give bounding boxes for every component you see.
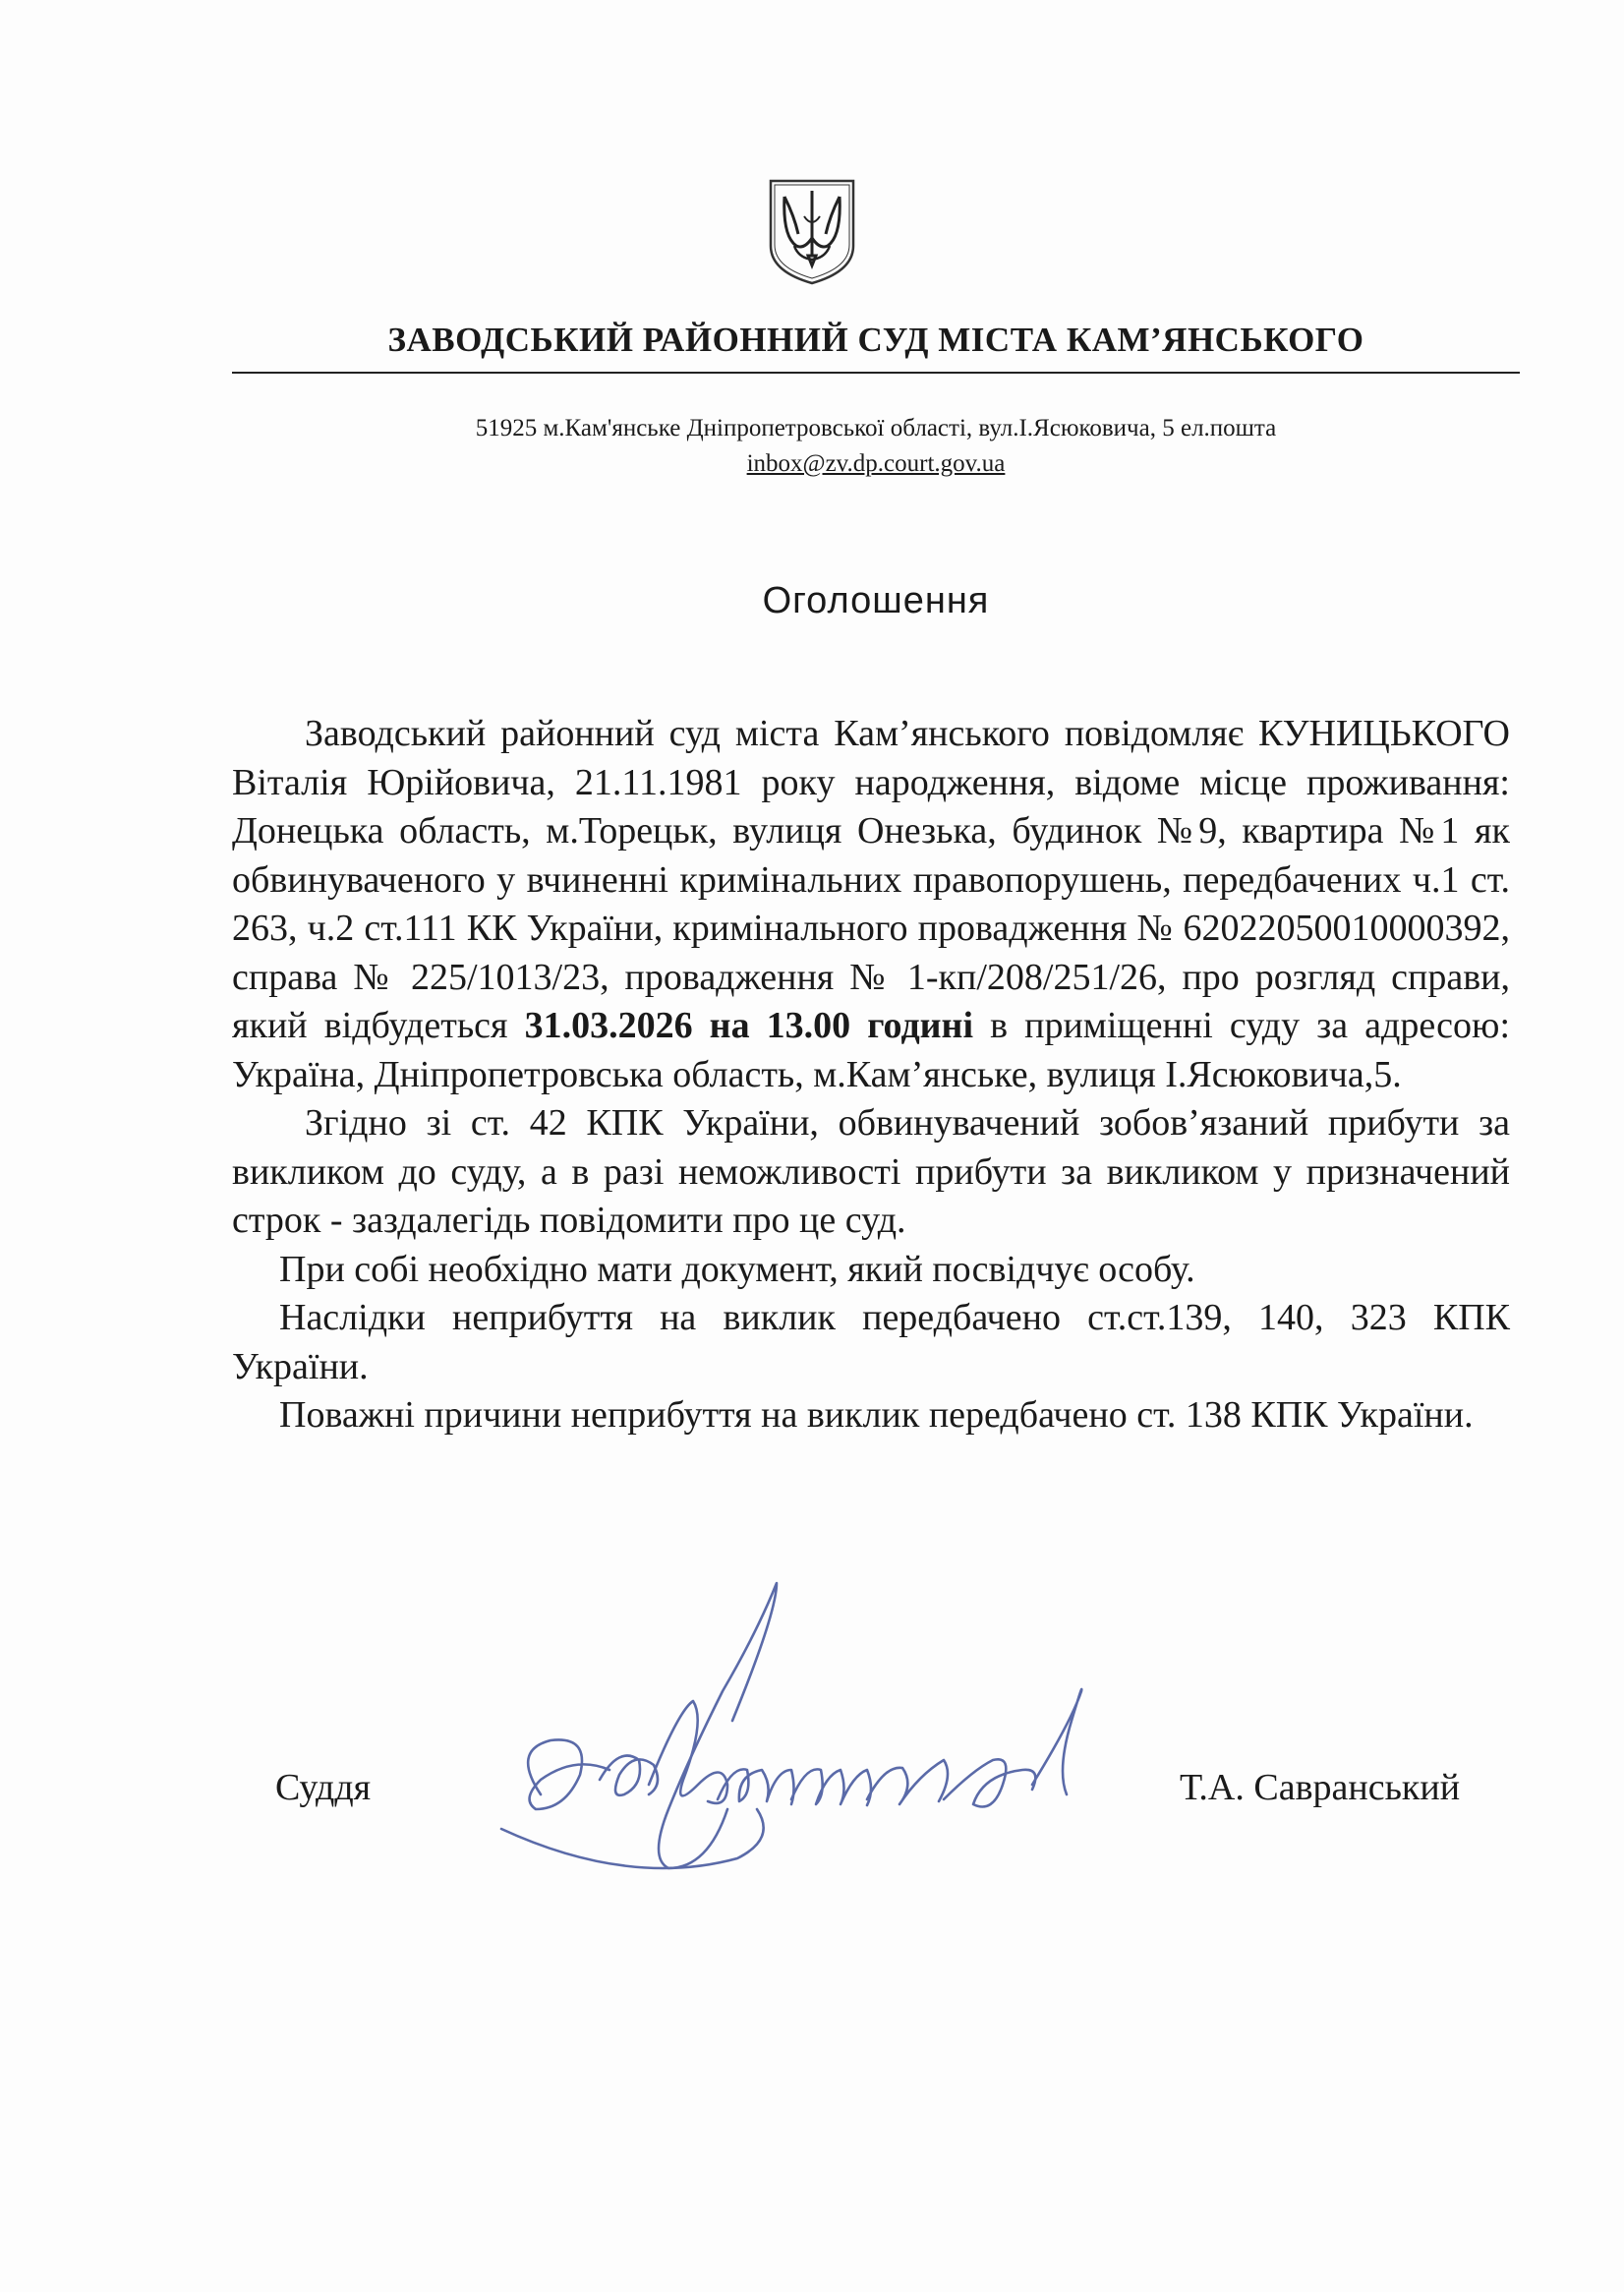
address-line: 51925 м.Кам'янське Дніпропетровської області, вул.І.Ясюковича, 5 ел.пошта xyxy=(475,415,1277,441)
summons-text-end: в приміщенні суду за адресою: Україна, Дніпропетровська область, м.Кам’янське, вулиця І.Ясюковича,5. xyxy=(232,1005,1510,1095)
trident-icon xyxy=(765,177,859,287)
paragraph-consequences: Наслідки неприбуття на виклик передбачено ст.ст.139, 140, 323 КПК України. xyxy=(232,1297,1510,1387)
court-address xyxy=(232,411,1520,482)
document-title: Оголошення xyxy=(762,580,990,621)
header-divider xyxy=(232,372,1520,374)
court-name: ЗАВОДСЬКИЙ РАЙОННИЙ СУД МІСТА КАМ’ЯНСЬКОГО xyxy=(387,321,1364,359)
paragraph-obligation: Згідно зі ст. 42 КПК України, обвинувачений зобов’язаний прибути за викликом до суду, а в разі неможливості прибути за викликом у призначений строк - заздалегідь повідомити про це суд. xyxy=(232,1102,1510,1241)
paragraph-summons xyxy=(232,710,1510,1099)
signer-role: Суддя xyxy=(275,1767,372,1808)
court-email-link[interactable]: inbox@zv.dp.court.gov.ua xyxy=(746,450,1006,477)
summons-text-start: Заводський районний суд міста Кам’янського повідомляє КУНИЦЬКОГО Віталія Юрійовича, 21.11.1981 року народження, відоме місце проживання: Донецька область, м.Торецьк, вулиця Онезька, будинок №9, квартира №1 як обвинуваченого у вчиненні кримінальних правопорушень, передбачених ч.1 ст. 263, ч.2 ст.111 КК України, кримінального провадження № 62022050010000392, справа № 225/1013/23, провадження № 1-кп/208/251/26, про розгляд справи, який відбудеться xyxy=(232,713,1510,1046)
announcement-body xyxy=(232,710,1510,1440)
signer-name: Т.А. Савранський xyxy=(1180,1767,1461,1808)
hearing-date: 31.03.2026 на 13.00 годині xyxy=(524,1005,974,1046)
handwritten-signature xyxy=(482,1573,1170,1986)
paragraph-id-document: При собі необхідно мати документ, який посвідчує особу. xyxy=(279,1248,1195,1290)
paragraph-valid-reasons: Поважні причини неприбуття на виклик передбачено ст. 138 КПК України. xyxy=(279,1394,1474,1436)
